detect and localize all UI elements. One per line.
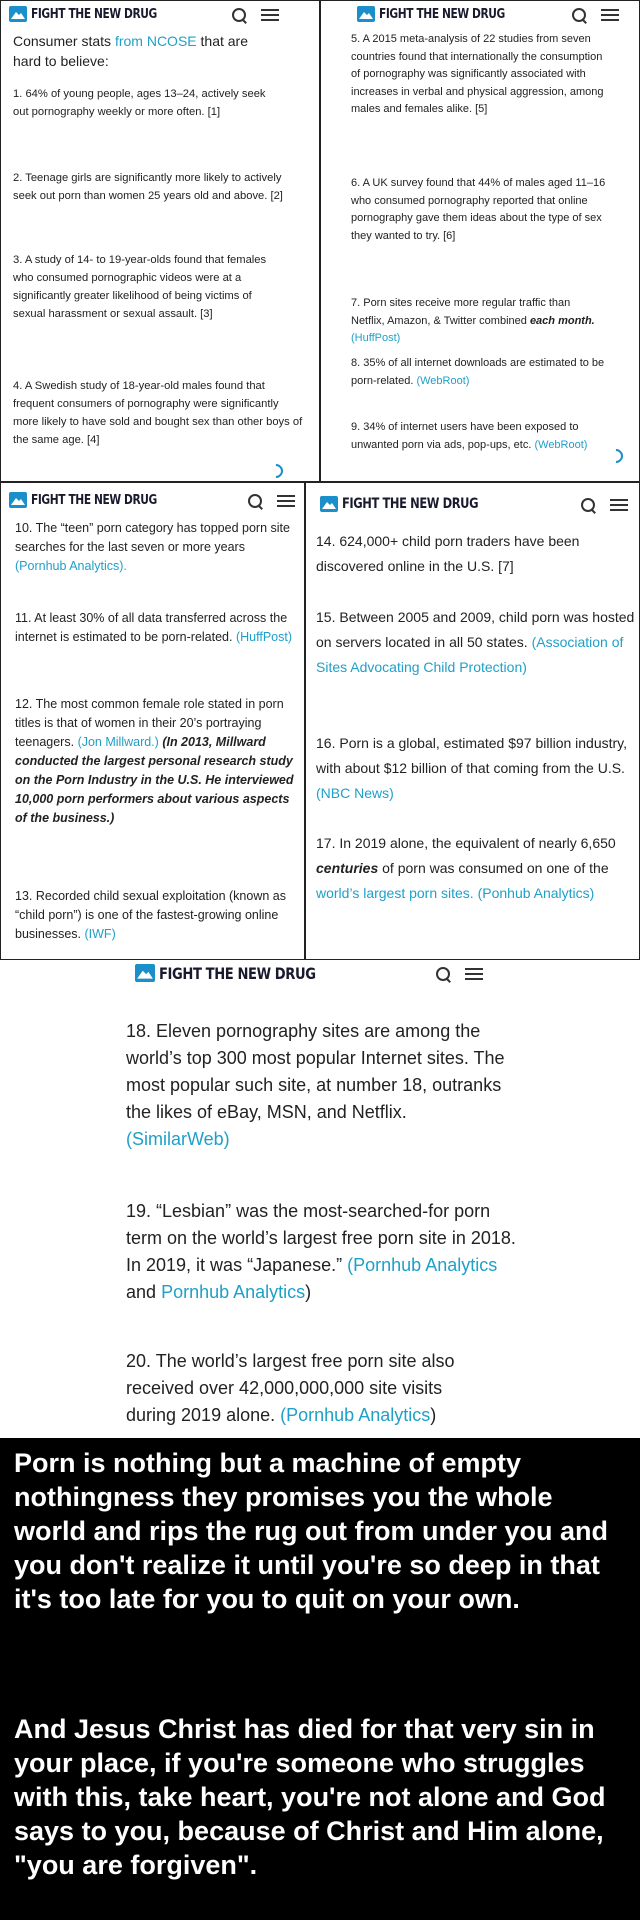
brand-name: FIGHT THE NEW DRUG [159,963,316,983]
panel-consumer-stats [0,0,320,482]
stat-12: 12. The most common female role stated in porn titles is that of women in their 20’s portraying teenagers. (Jon Millward.) (In 2013, Millward conducted the largest personal research study on the Porn Industry in the U.S. He interviewed 10,000 porn performers about various aspects of the business.) [15,697,294,825]
stat-7: 7. Porn sites receive more regular traffic than Netflix, Amazon, & Twitter combined each month. (HuffPost) [351,297,595,344]
search-icon[interactable] [231,7,247,23]
pornhub-analytics-link[interactable]: Pornhub Analytics [161,1282,306,1302]
pornhub-analytics-link[interactable]: (Pornhub Analytics [347,1255,498,1275]
stat-18: 18. Eleven pornography sites are among the world’s top 300 most popular Internet sites. The most popular such site, at number 18, outranks the likes of eBay, MSN, and Netflix. (SimilarWeb) [126,1021,505,1149]
caption-paragraph-1: Porn is nothing but a machine of empty nothingness they promises you the whole world and rips the rug out from under you and you don't realize it until you're so deep in that it's too late for you to quit on your own. [14,1448,608,1614]
brand-logo[interactable] [320,496,508,512]
stat-13: 13. Recorded child sexual exploitation (known as “child porn”) is one of the fastest-growing online businesses. (IWF) [15,889,286,941]
stat-11: 11. At least 30% of all data transferred across the internet is estimated to be porn-related. (HuffPost) [15,611,293,644]
scroll-indicator-icon [266,461,286,481]
stat-3: 3. A study of 14- to 19-year-olds found that females who consumed pornographic videos were at a significantly greater likelihood of being victims of sexual harassment or sexual assault. [3] [13,254,267,320]
huffpost-link[interactable]: (HuffPost) [235,630,293,644]
ncose-link[interactable]: from NCOSE [114,33,197,49]
iwf-link[interactable]: (IWF) [84,927,116,941]
stat-17: 17. In 2019 alone, the equivalent of nearly 6,650 centuries of porn was consumed on one of the world’s largest porn sites. (Ponhub Analytics) [316,835,616,901]
brand-logo[interactable] [9,6,184,22]
header [9,489,301,511]
intro-heading: Consumer stats from NCOSE that are hard to believe: [13,33,248,69]
brand-name: FIGHT THE NEW DRUG [379,6,505,22]
panel-stats-10-13 [0,482,305,960]
huffpost-link[interactable]: (HuffPost) [351,332,401,344]
stat-4: 4. A Swedish study of 18-year-old males found that frequent consumers of pornography were significantly more likely to have sold and bought sex than other boys of the same age. [4] [13,380,303,446]
stat-8: 8. 35% of all internet downloads are estimated to be porn-related. (WebRoot) [351,357,605,387]
brand-name: FIGHT THE NEW DRUG [31,6,157,22]
ponhub-analytics-link[interactable]: (Ponhub Analytics) [477,885,595,901]
brand-logo[interactable] [9,492,184,508]
largest-sites-link[interactable]: world’s largest porn sites. [316,885,474,901]
menu-icon[interactable] [610,499,628,511]
pornhub-analytics-link[interactable]: (Pornhub Analytics). [15,559,127,573]
brand-logo[interactable] [135,964,350,983]
stat-6: 6. A UK survey found that 44% of males aged 11–16 who consumed pornography reported that online pornography gave them ideas about the type of sex they wanted to try. [6] [351,177,606,242]
header [135,962,515,984]
mountain-icon [320,496,338,512]
panel-stats-14-17 [305,482,640,960]
header [320,493,638,515]
panel-stats-5-9 [320,0,640,482]
brand-logo[interactable] [357,6,532,22]
stat-9: 9. 34% of internet users have been exposed to unwanted porn via ads, pop-ups, etc. (WebRoot) [351,421,588,451]
menu-icon[interactable] [601,9,619,21]
menu-icon[interactable] [277,495,295,507]
search-icon[interactable] [435,966,451,982]
menu-icon[interactable] [261,9,279,21]
menu-icon[interactable] [465,968,483,980]
stat-16: 16. Porn is a global, estimated $97 billion industry, with about $12 billion of that coming from the U.S. (NBC News) [316,735,628,801]
stat-14: 14. 624,000+ child porn traders have been discovered online in the U.S. [7] [316,533,580,574]
caption-paragraph-2: And Jesus Christ has died for that very sin in your place, if you're someone who struggles with this, take heart, you're not alone and God says to you, because of Christ and Him alone, "you are forgiven". [14,1714,606,1880]
brand-name: FIGHT THE NEW DRUG [342,496,479,512]
stat-20: 20. The world’s largest free porn site also received over 42,000,000,000 site visits during 2019 alone. (Pornhub Analytics) [126,1351,455,1425]
mountain-icon [9,492,27,508]
mountain-icon [357,6,375,22]
webroot-link[interactable]: (WebRoot) [534,438,588,451]
similarweb-link[interactable]: (SimilarWeb) [126,1129,230,1149]
stat-5: 5. A 2015 meta-analysis of 22 studies from seven countries found that internationally the consumption of pornography was significantly associated with increases in verbal and physical aggression, among males and females alike. [5] [351,33,604,115]
scroll-indicator-icon [606,446,626,466]
webroot-link[interactable]: (WebRoot) [416,374,470,387]
stat-15: 15. Between 2005 and 2009, child porn was hosted on servers located in all 50 states. (Association of Sites Advocating Child Protection) [316,609,635,675]
stat-10: 10. The “teen” porn category has topped porn site searches for the last seven or more years (Pornhub Analytics). [15,521,290,573]
pornhub-analytics-link[interactable]: (Pornhub Analytics [280,1405,431,1425]
header [357,3,637,25]
stat-1: 1. 64% of young people, ages 13–24, actively seek out pornography weekly or more often. [1] [13,88,266,118]
brand-name: FIGHT THE NEW DRUG [31,492,157,508]
nbc-news-link[interactable]: (NBC News) [316,785,394,801]
jon-millward-link[interactable]: (Jon Millward.) [77,735,159,749]
stat-2: 2. Teenage girls are significantly more likely to actively seek out porn than women 25 years old and above. [2] [13,172,283,202]
search-icon[interactable] [247,493,263,509]
asacp-link[interactable]: (Association of Sites Advocating Child Protection) [316,634,624,675]
mountain-icon [9,6,27,22]
panel-stats-18-20 [0,960,640,1438]
stat-19: 19. “Lesbian” was the most-searched-for porn term on the world’s largest free porn site in 2018. In 2019, it was “Japanese.” (Pornhub Analytics and Pornhub Analytics) [126,1201,516,1302]
search-icon[interactable] [571,7,587,23]
header [9,3,314,25]
search-icon[interactable] [580,497,596,513]
mountain-icon [135,964,155,982]
